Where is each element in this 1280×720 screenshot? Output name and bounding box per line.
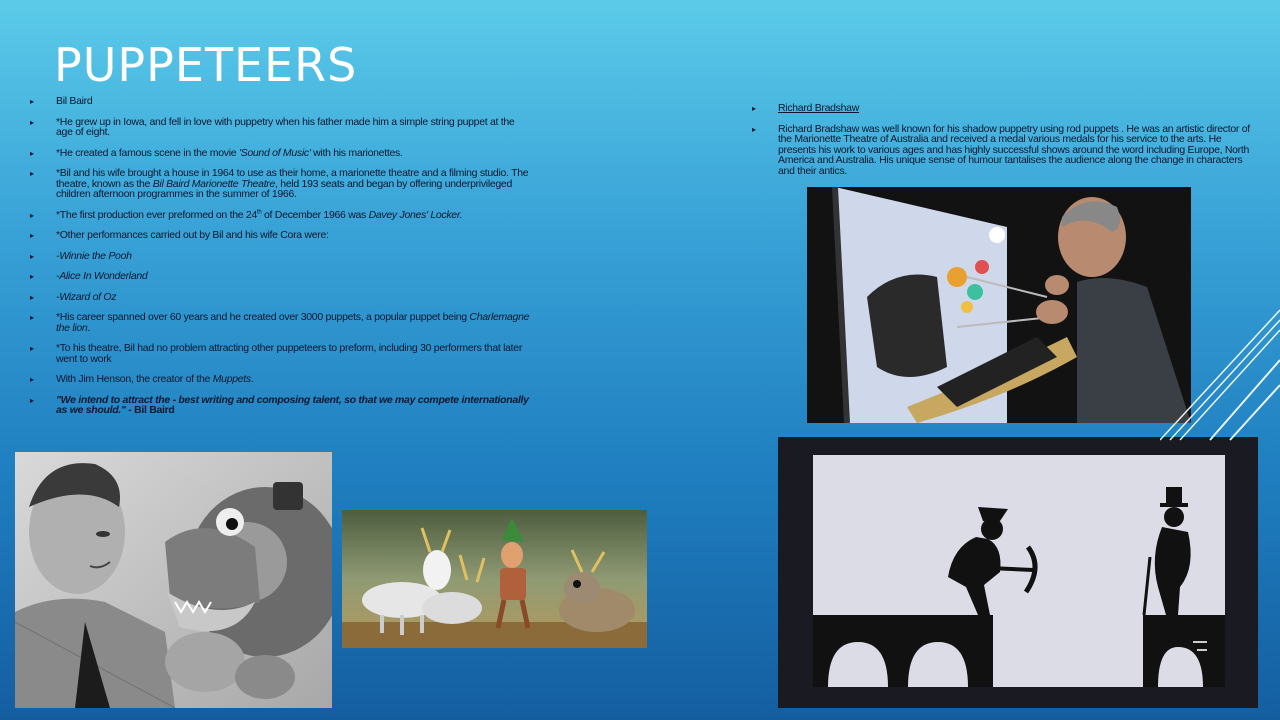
decorative-lines: [1160, 300, 1280, 450]
bullet-arrow-icon: ▸: [30, 272, 34, 281]
list-item: [30, 343, 530, 364]
puppet-name-text: Charlemagne the lion: [56, 311, 530, 334]
bullet-text: *Bil and his wife brought a house in 1964 to use as their home, a marionette theatre and a filming studio. The theatre, known as the: [56, 167, 529, 190]
bullet-text: -Winnie the Pooh: [56, 249, 132, 262]
bullet-text: -Wizard of Oz: [56, 290, 117, 303]
list-item: [30, 148, 530, 159]
bullet-text: *He grew up in Iowa, and fell in love with puppetry when his father made him a simple string puppet at the age of eight.: [56, 115, 515, 138]
superscript-text: th: [256, 209, 262, 215]
bullet-arrow-icon: ▸: [30, 117, 34, 127]
list-item: [30, 374, 530, 385]
bullet-arrow-icon: ▸: [30, 231, 34, 240]
quote-text: "We intend to attract the - best writing and composing talent, so that we may compete internationally as we should.": [56, 393, 529, 416]
bullet-text: *His career spanned over 60 years and he created over 3000 puppets, a popular puppet being: [56, 311, 470, 323]
bullet-arrow-icon: ▸: [752, 104, 756, 113]
bullet-arrow-icon: ▸: [30, 395, 34, 405]
bullet-text: *Other performances carried out by Bil and his wife Cora were:: [56, 229, 329, 241]
bullet-arrow-icon: ▸: [30, 313, 34, 322]
list-item: [752, 124, 1252, 177]
bullet-arrow-icon: ▸: [30, 210, 34, 220]
list-item: [30, 312, 530, 333]
bullet-text: .: [87, 321, 91, 334]
bullet-text: .: [250, 373, 254, 385]
bullet-text: , held 193 seats and began by offering underprivileged children afternoon programmes in the summer of 1966.: [56, 177, 513, 200]
slide-title: PUPPETEERS: [54, 38, 358, 92]
richard-bradshaw-bullet-list: [752, 103, 1252, 186]
list-item: [30, 251, 530, 262]
bullet-text: *To his theatre, Bil had no problem attracting other puppeteers to preform, including 30 performers that later went to work: [56, 342, 523, 365]
bil-baird-photo: [15, 452, 332, 708]
bullet-text: *The first production ever preformed on the 24: [56, 208, 257, 221]
bullet-arrow-icon: ▸: [30, 251, 34, 261]
list-item: [30, 96, 530, 107]
bullet-text: of December 1966 was: [261, 208, 369, 221]
bullet-arrow-icon: ▸: [30, 344, 34, 353]
bullet-arrow-icon: ▸: [30, 97, 34, 106]
list-item: [30, 210, 530, 221]
production-title-text: Davey Jones' Locker.: [368, 208, 463, 221]
list-item: [30, 168, 530, 200]
bullet-arrow-icon: ▸: [30, 169, 34, 178]
bullet-text: *He created a famous scene in the movie: [56, 146, 239, 159]
bullet-text: Richard Bradshaw was well known for his shadow puppetry using rod puppets . He was an artistic director of the Marionette Theatre of Australia and received a medal various medals for his service to the arts. He presents his work to various ages and has highly successful shows around the word including Europe, North America and Australia. His unique sense of humour tantalises the audience along the change in characters and their antics.: [778, 122, 1250, 177]
list-item: [30, 292, 530, 303]
bil-baird-bullet-list: [30, 96, 530, 426]
bullet-text: -Alice In Wonderland: [56, 270, 148, 282]
bullet-arrow-icon: ▸: [30, 292, 34, 302]
list-item: [30, 395, 530, 416]
bullet-text: with his marionettes.: [310, 146, 403, 159]
list-item: [752, 103, 1252, 114]
quote-attribution: - Bil Baird: [125, 404, 175, 416]
theatre-name-text: Bil Baird Marionette Theatre: [152, 177, 276, 190]
shadow-puppet-show-photo: [778, 437, 1258, 708]
muppets-text: Muppets: [212, 373, 251, 385]
list-item: [30, 117, 530, 138]
richard-bradshaw-heading: Richard Bradshaw: [778, 102, 859, 114]
bullet-text: With Jim Henson, the creator of the: [56, 373, 213, 385]
movie-title-text: 'Sound of Music': [238, 146, 311, 159]
bullet-arrow-icon: ▸: [752, 124, 756, 134]
bullet-arrow-icon: ▸: [30, 375, 34, 384]
list-item: [30, 230, 530, 241]
bullet-arrow-icon: ▸: [30, 148, 34, 158]
richard-bradshaw-photo: [807, 187, 1191, 423]
bil-baird-heading: Bil Baird: [56, 95, 93, 107]
marionette-scene-photo: [342, 510, 647, 648]
list-item: [30, 271, 530, 282]
